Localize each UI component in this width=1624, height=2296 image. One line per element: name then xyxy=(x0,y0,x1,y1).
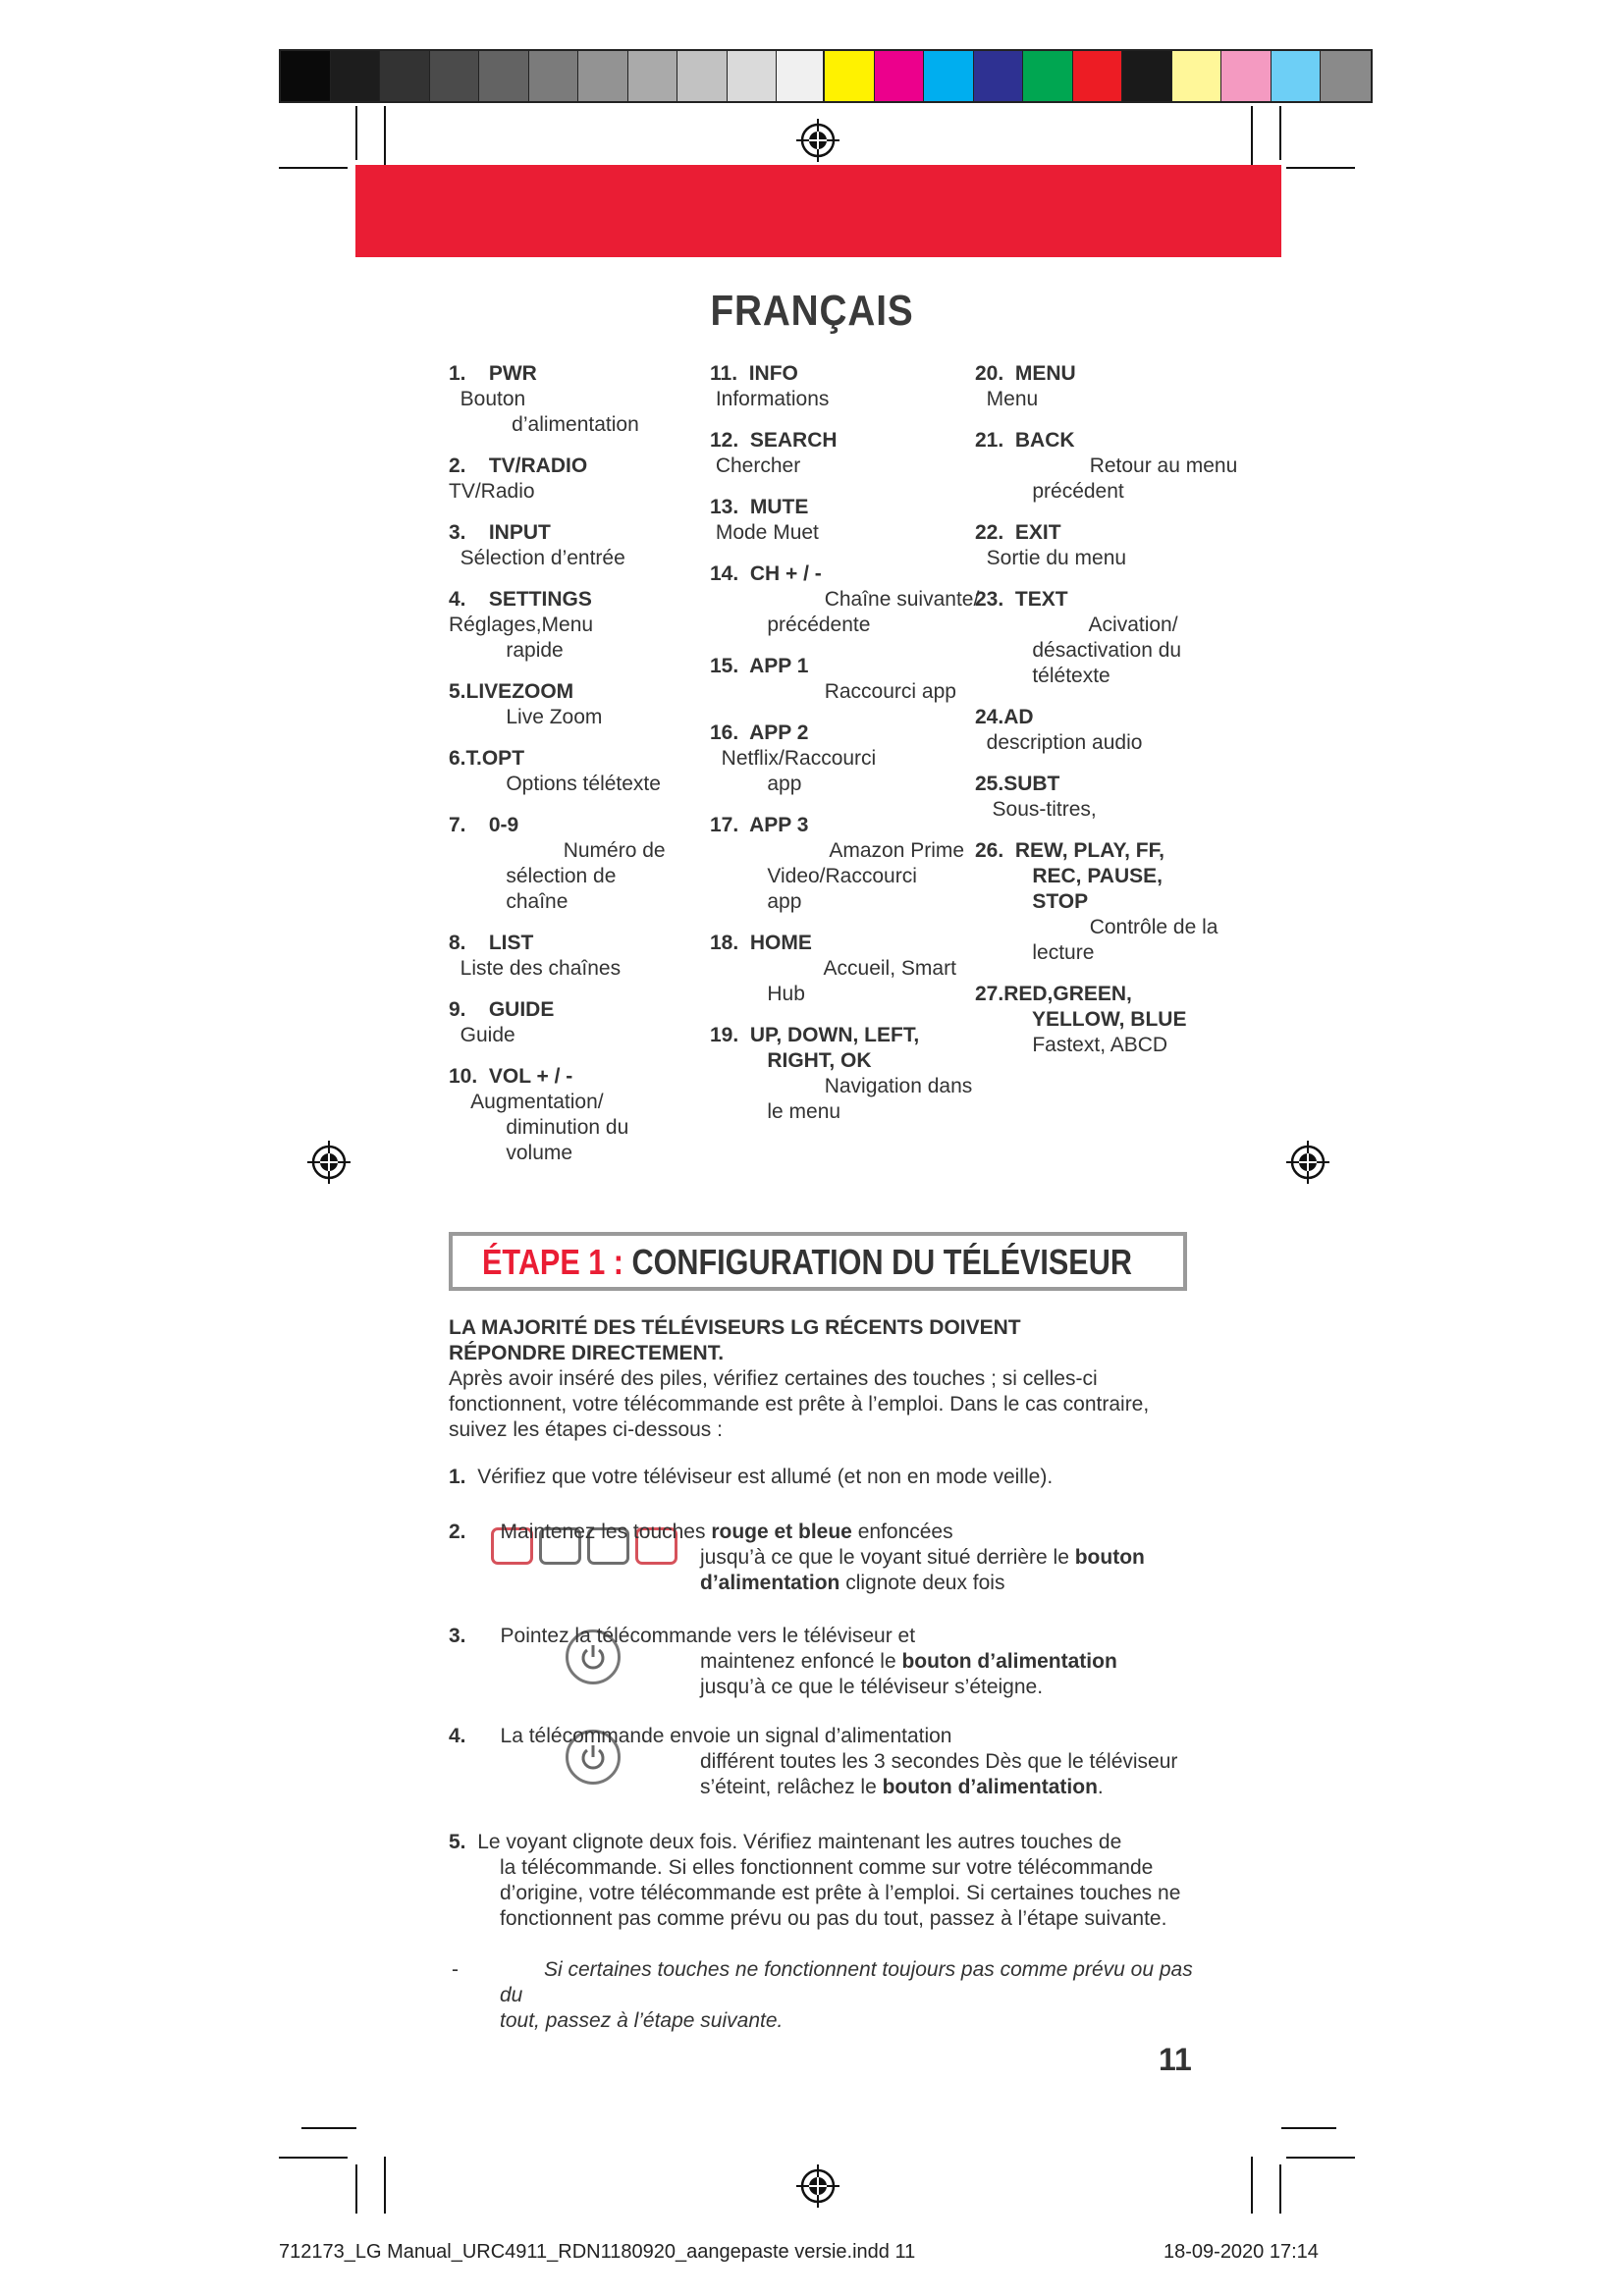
footer-file-name: 712173_LG Manual_URC4911_RDN1180920_aangepaste versie.indd 11 xyxy=(279,2241,916,2263)
button-description: Options télétexte xyxy=(449,773,661,795)
step-text: Le voyant clignote deux fois. Vérifiez maintenant les autres touches de xyxy=(477,1831,1122,1853)
grayscale-color-bar xyxy=(279,49,878,103)
button-description: Sous-titres, xyxy=(975,798,1097,821)
gray-swatch xyxy=(380,51,430,101)
button-entry xyxy=(449,679,679,730)
gray-swatch xyxy=(578,51,628,101)
gray-swatch xyxy=(628,51,678,101)
step-text: jusqu’à ce que le voyant situé derrière le xyxy=(700,1546,1075,1569)
step-text: La télécommande envoie un signal d’alimentation xyxy=(500,1725,952,1747)
crop-mark xyxy=(1279,2164,1281,2214)
button-entry xyxy=(710,561,980,638)
crop-mark xyxy=(1279,106,1281,160)
button-name: 2. TV/RADIO xyxy=(449,454,588,477)
crop-mark xyxy=(1281,2127,1336,2129)
crop-mark xyxy=(384,106,386,170)
step-text: Vérifiez que votre téléviseur est allumé (et non en mode veille). xyxy=(477,1466,1054,1488)
button-description: Augmentation/ diminution du volume xyxy=(470,1091,629,1164)
registration-target-icon xyxy=(794,2163,841,2210)
button-description: Accueil, Smart Hub xyxy=(767,957,956,1005)
button-entry xyxy=(449,454,679,505)
button-entry xyxy=(449,931,679,982)
step-1-heading-box xyxy=(449,1232,1187,1291)
step-text: différent toutes les 3 secondes Dès que le téléviseur xyxy=(700,1750,1178,1773)
button-entry xyxy=(975,838,1235,966)
step-1 xyxy=(449,1465,1195,1490)
step-number: 1. xyxy=(449,1466,466,1488)
gray-swatch xyxy=(529,51,579,101)
button-name: 22. EXIT xyxy=(975,521,1061,544)
gray-swatch xyxy=(430,51,480,101)
button-name: 7. 0-9 xyxy=(449,814,519,836)
page-title: FRANÇAIS xyxy=(710,287,914,335)
crop-mark xyxy=(355,2164,357,2214)
button-name: 14. CH + / - xyxy=(710,562,822,585)
intro-text: Après avoir inséré des piles, vérifiez certaines des touches ; si celles-ci fonctionnent, votre télécommande est prête à l’emploi. Dans le cas contraire, suivez les étapes ci-dessous : xyxy=(449,1367,1150,1441)
crop-mark xyxy=(384,2157,386,2214)
step-text: . xyxy=(1097,1776,1104,1798)
step-2 xyxy=(449,1520,1195,1545)
button-description: Live Zoom xyxy=(449,706,603,728)
button-description: Raccourci app xyxy=(710,680,956,703)
note-line: Si certaines touches ne fonctionnent toujours pas comme prévu ou pas du xyxy=(500,1958,1193,2006)
step-text: jusqu’à ce que le téléviseur s’éteigne. xyxy=(700,1676,1044,1698)
color-swatch xyxy=(1023,51,1073,101)
button-name: 10. VOL + / - xyxy=(449,1065,573,1088)
step-text: s’éteint, relâchez le xyxy=(700,1776,883,1798)
color-swatch xyxy=(1221,51,1272,101)
button-description: Retour au menu précédent xyxy=(1032,454,1238,503)
step-text: clignote deux fois xyxy=(839,1572,1005,1594)
button-entry xyxy=(710,813,965,915)
registration-target-icon xyxy=(305,1139,352,1186)
button-name: 12. SEARCH xyxy=(710,429,838,452)
button-entry xyxy=(710,721,965,797)
step-text: fonctionnent pas comme prévu ou pas du tout, passez à l’étape suivante. xyxy=(500,1907,1167,1930)
step-text: Maintenez les touches xyxy=(500,1521,712,1543)
button-description: Contrôle de la lecture xyxy=(1032,916,1218,964)
step-text-bold: rouge et bleue xyxy=(711,1521,852,1543)
color-swatch xyxy=(924,51,974,101)
step-text-bold: bouton d’alimentation xyxy=(901,1650,1117,1673)
button-entry xyxy=(449,997,679,1048)
gray-swatch xyxy=(677,51,728,101)
step-prefix: ÉTAPE 1 : xyxy=(482,1242,623,1282)
button-name: 27.RED,GREEN, YELLOW, BLUE xyxy=(975,983,1187,1031)
button-name: 21. BACK xyxy=(975,429,1075,452)
footer-datetime: 18-09-2020 17:14 xyxy=(1164,2241,1319,2263)
step-text-bold: bouton xyxy=(1074,1546,1145,1569)
button-entry xyxy=(449,813,679,915)
step-number: 3. xyxy=(449,1625,466,1647)
button-description: Amazon Prime Video/Raccourci app xyxy=(767,839,965,913)
button-description: Chaîne suivante/ précédente xyxy=(767,588,980,636)
button-name: 25.SUBT xyxy=(975,773,1060,795)
color-swatch xyxy=(974,51,1024,101)
gray-swatch xyxy=(728,51,778,101)
button-entry xyxy=(975,982,1235,1058)
color-swatch xyxy=(1073,51,1123,101)
button-description: Menu xyxy=(975,388,1039,410)
button-entry xyxy=(975,587,1235,689)
button-description: Sortie du menu xyxy=(975,547,1127,569)
step-5 xyxy=(449,1830,1195,1855)
header-red-bar xyxy=(355,165,1281,257)
button-name: 20. MENU xyxy=(975,362,1076,385)
button-description: Numéro de sélection de chaîne xyxy=(506,839,666,913)
button-entry xyxy=(710,361,965,412)
crop-mark xyxy=(1251,2157,1253,2214)
color-swatch xyxy=(825,51,875,101)
button-description: Navigation dans le menu xyxy=(767,1075,973,1123)
button-description: Guide xyxy=(449,1024,515,1046)
step-3-cont xyxy=(700,1649,1191,1700)
gray-swatch xyxy=(331,51,381,101)
step-text: Pointez la télécommande vers le téléviseur et xyxy=(500,1625,916,1647)
button-description: Netflix/Raccourci app xyxy=(721,747,877,795)
color-swatch xyxy=(1321,51,1371,101)
button-list-column-2 xyxy=(710,361,980,1141)
step-number: 2. xyxy=(449,1521,466,1543)
button-list-column-1 xyxy=(449,361,679,1182)
button-name: 3. INPUT xyxy=(449,521,551,544)
button-entry xyxy=(449,1064,679,1166)
button-name: 26. REW, PLAY, FF, REC, PAUSE, STOP xyxy=(975,839,1164,913)
crop-mark xyxy=(355,106,357,160)
note-line: tout, passez à l’étape suivante. xyxy=(500,2009,784,2032)
button-entry xyxy=(975,520,1235,571)
button-description: Informations xyxy=(710,388,830,410)
button-name: 17. APP 3 xyxy=(710,814,809,836)
step-text: la télécommande. Si elles fonctionnent comme sur votre télécommande xyxy=(500,1856,1154,1879)
button-entry xyxy=(710,1023,973,1125)
button-name: 19. UP, DOWN, LEFT, RIGHT, OK xyxy=(710,1024,920,1072)
button-name: 4. SETTINGS xyxy=(449,588,592,611)
step-title: CONFIGURATION DU TÉLÉVISEUR xyxy=(623,1242,1132,1282)
color-swatch xyxy=(1122,51,1172,101)
button-entry xyxy=(449,520,679,571)
step-text-bold: bouton d’alimentation xyxy=(882,1776,1098,1798)
step-1-heading xyxy=(482,1242,1132,1283)
button-description: TV/Radio xyxy=(449,480,535,503)
button-description: Acivation/ désactivation du télétexte xyxy=(1032,614,1182,687)
button-list-column-3 xyxy=(975,361,1238,1074)
process-color-bar xyxy=(823,49,1373,103)
button-description: Sélection d’entrée xyxy=(449,547,625,569)
step-3 xyxy=(449,1624,1195,1649)
button-description: Bouton d’alimentation xyxy=(460,388,639,436)
button-description: Mode Muet xyxy=(710,521,819,544)
button-description: Chercher xyxy=(710,454,801,477)
crop-mark xyxy=(279,167,348,169)
button-description: Liste des chaînes xyxy=(449,957,622,980)
button-entry xyxy=(449,361,679,438)
button-description: description audio xyxy=(975,731,1143,754)
step-text: maintenez enfoncé le xyxy=(700,1650,902,1673)
note-text xyxy=(500,1957,1207,2034)
button-description: Fastext, ABCD xyxy=(975,1034,1168,1056)
step-4 xyxy=(449,1724,1195,1749)
button-name: 13. MUTE xyxy=(710,496,809,518)
button-name: 16. APP 2 xyxy=(710,721,809,744)
button-name: 11. INFO xyxy=(710,362,798,385)
step-2-cont xyxy=(700,1545,1191,1596)
button-name: 1. PWR xyxy=(449,362,537,385)
button-entry xyxy=(710,428,965,479)
button-entry xyxy=(975,772,1235,823)
intro-heading: LA MAJORITÉ DES TÉLÉVISEURS LG RÉCENTS DOIVENT RÉPONDRE DIRECTEMENT. xyxy=(449,1316,1021,1364)
button-name: 9. GUIDE xyxy=(449,998,555,1021)
button-entry xyxy=(975,361,1235,412)
crop-mark xyxy=(279,2157,348,2159)
step-4-cont xyxy=(700,1749,1191,1800)
button-entry xyxy=(710,931,965,1007)
button-name: 23. TEXT xyxy=(975,588,1068,611)
step-text: d’origine, votre télécommande est prête à l’emploi. Si certaines touches ne xyxy=(500,1882,1181,1904)
button-name: 24.AD xyxy=(975,706,1034,728)
color-swatch xyxy=(875,51,925,101)
button-name: 18. HOME xyxy=(710,932,812,954)
button-entry xyxy=(449,587,679,664)
step-number: 5. xyxy=(449,1831,466,1853)
page-number: 11 xyxy=(1159,2042,1192,2077)
gray-swatch xyxy=(479,51,529,101)
step-text: enfoncées xyxy=(851,1521,953,1543)
crop-mark xyxy=(1286,167,1355,169)
button-entry xyxy=(975,705,1235,756)
color-swatch xyxy=(1172,51,1222,101)
gray-swatch xyxy=(777,51,827,101)
crop-mark xyxy=(1251,106,1253,170)
step-number: 4. xyxy=(449,1725,466,1747)
crop-mark xyxy=(1286,2157,1355,2159)
button-name: 15. APP 1 xyxy=(710,655,809,677)
button-entry xyxy=(449,746,679,797)
step-5-cont xyxy=(500,1855,1207,1932)
button-name: 5.LIVEZOOM xyxy=(449,680,574,703)
crop-mark xyxy=(301,2127,356,2129)
registration-target-icon xyxy=(1284,1139,1331,1186)
step-text-bold: d’alimentation xyxy=(700,1572,840,1594)
button-entry xyxy=(710,654,965,705)
button-entry xyxy=(710,495,965,546)
note-dash: - xyxy=(452,1958,459,1981)
button-entry xyxy=(975,428,1238,505)
color-swatch xyxy=(1272,51,1322,101)
button-name: 8. LIST xyxy=(449,932,534,954)
button-description: Réglages,Menu rapide xyxy=(449,614,594,662)
gray-swatch xyxy=(281,51,331,101)
registration-target-icon xyxy=(794,117,841,164)
button-name: 6.T.OPT xyxy=(449,747,525,770)
